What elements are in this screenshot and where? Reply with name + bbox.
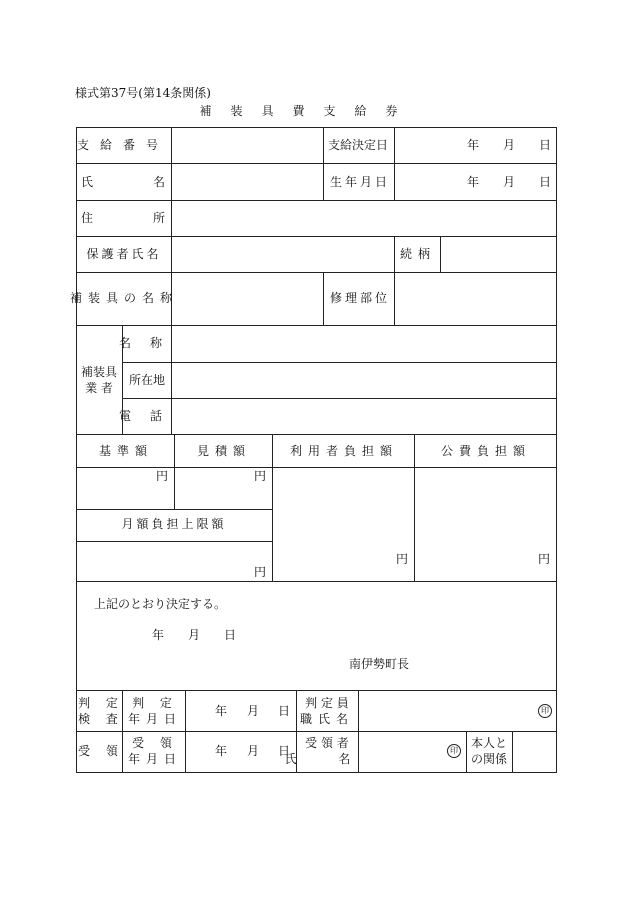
day-mark: 日	[277, 744, 291, 758]
seal-icon: 印	[447, 744, 461, 758]
year-mark: 年	[214, 704, 228, 718]
decision-statement: 上記のとおり決定する。	[94, 597, 227, 611]
day-mark: 日	[538, 175, 552, 189]
issuer-name: 南伊勢町長	[348, 657, 410, 671]
yen-mark: 円	[155, 469, 168, 483]
label-hogosha-shimei: 保護者氏名	[86, 247, 162, 261]
year-mark: 年	[214, 744, 228, 758]
label-relation-2: の関係	[470, 752, 508, 766]
label-gyosha-1: 補装具	[80, 365, 118, 379]
label-hantei-staff-1: 判 定 員	[305, 696, 349, 710]
label-mitsumori-gaku: 見積額	[196, 444, 252, 458]
label-shimei-a: 氏	[80, 175, 94, 189]
label-shuri-bui: 修理部位	[329, 291, 391, 305]
year-mark: 年	[466, 175, 480, 189]
form-id: 様式第37号(第14条関係)	[75, 86, 211, 100]
label-hantei-kensa-1: 判 定	[78, 696, 124, 710]
yen-mark: 円	[253, 469, 266, 483]
label-hantei-kensa-2: 検 査	[78, 712, 124, 726]
label-kijun-gaku: 基準額	[98, 444, 154, 458]
label-juryo-date-1: 受 領	[132, 736, 178, 750]
label-seinengappi: 生年月日	[329, 175, 391, 189]
label-shimei-b: 名	[152, 175, 166, 189]
label-riyosha-futan: 利用者負担額	[289, 444, 399, 458]
label-gyosha-2: 業 者	[85, 381, 113, 395]
label-jusho-a: 住	[80, 211, 94, 225]
day-mark: 日	[538, 138, 552, 152]
label-hantei-date-1: 判 定	[132, 696, 178, 710]
label-juryo-date-2: 年月日	[127, 752, 183, 766]
yen-mark: 円	[537, 552, 550, 566]
label-gyosha-meisho: 名称	[118, 336, 182, 350]
day-mark: 日	[223, 628, 237, 642]
month-mark: 月	[502, 175, 516, 189]
label-hantei-staff-2: 職氏名	[299, 712, 355, 726]
year-mark: 年	[466, 138, 480, 152]
label-kohi-futan: 公費負担額	[440, 444, 532, 458]
label-hosogu-meisho: 補装具の名称	[69, 291, 179, 305]
seal-icon: 印	[538, 704, 552, 718]
label-tsuzukigara: 続柄	[399, 247, 437, 261]
month-mark: 月	[246, 704, 260, 718]
label-juryo-sha-1: 受 領 者	[305, 736, 349, 750]
day-mark: 日	[277, 704, 291, 718]
month-mark: 月	[246, 744, 260, 758]
label-juryo: 受 領	[78, 744, 124, 758]
label-getsugaku-jogen: 月額負担上限額	[121, 517, 227, 531]
label-shikyu-bango: 支給番号	[76, 138, 170, 152]
label-gyosha-denwa: 電話	[118, 409, 182, 423]
month-mark: 月	[502, 138, 516, 152]
label-gyosha-shozaichi: 所在地	[128, 373, 166, 387]
yen-mark: 円	[253, 565, 266, 579]
label-jusho-b: 所	[152, 211, 166, 225]
label-shikyu-kettei-bi: 支給決定日	[327, 138, 389, 152]
month-mark: 月	[187, 628, 201, 642]
label-hantei-date-2: 年月日	[127, 712, 183, 726]
label-relation-1: 本人と	[470, 736, 508, 750]
year-mark: 年	[151, 628, 165, 642]
label-juryo-sha-2: 氏 名	[284, 752, 370, 766]
page-title: 補装具費支給券	[199, 104, 417, 118]
yen-mark: 円	[395, 552, 408, 566]
